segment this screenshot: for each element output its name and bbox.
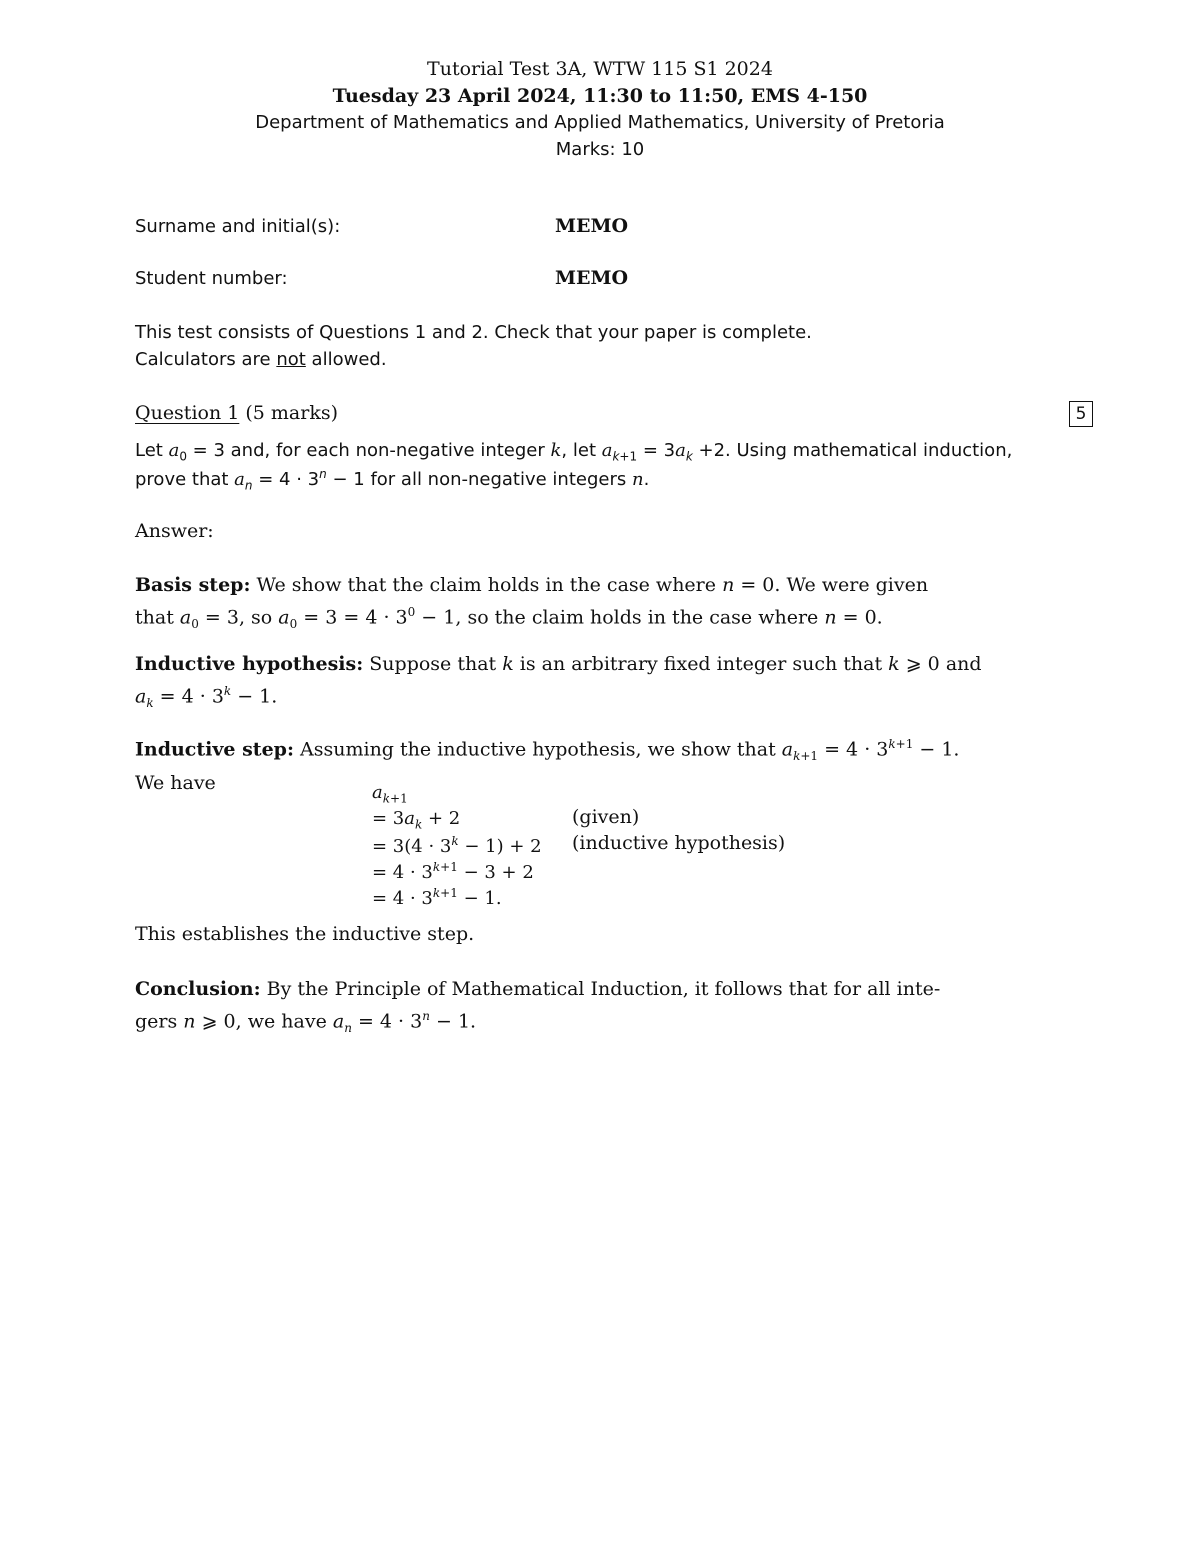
derivation-line-1: $a_{k+1}$ bbox=[372, 782, 408, 806]
question-1-title: Question 1 (5 marks) bbox=[135, 402, 339, 424]
question-marks-box: 5 bbox=[1069, 401, 1093, 427]
inductive-step: Inductive step: Assuming the inductive hypothesis, we show that $a_{k+1} = 4 \cdot 3^{k+1} - 1$. We have bbox=[135, 737, 960, 795]
surname-value: MEMO bbox=[555, 215, 629, 237]
basis-step: Basis step: We show that the claim holds in the case where n = 0. We were given that $a_0 = 3$, so $a_0 = 3 = 4 \cdot 3^0 - 1$, so the claim holds in the case where n = 0. bbox=[135, 574, 929, 632]
total-marks: Marks: 10 bbox=[555, 139, 645, 160]
department-line: Department of Mathematics and Applied Mathematics, University of Pretoria bbox=[255, 112, 945, 133]
derivation-justification-ih: (inductive hypothesis) bbox=[572, 832, 786, 854]
derivation-line-5: = $4 \cdot 3^{k+1} - 1$. bbox=[372, 886, 502, 909]
student-number-value: MEMO bbox=[555, 267, 629, 289]
inductive-hypothesis: Inductive hypothesis: Suppose that k is an arbitrary fixed integer such that k ⩾ 0 and $a_k = 4 \cdot 3^k - 1$. bbox=[135, 653, 982, 711]
derivation-line-4: = $4 \cdot 3^{k+1} - 3 + 2$ bbox=[372, 860, 534, 883]
question-statement-line-2: prove that $a_n = 4 \cdot 3^n - 1$ for all non-negative integers n. bbox=[135, 467, 650, 493]
surname-label: Surname and initial(s): bbox=[135, 216, 341, 237]
test-title: Tutorial Test 3A, WTW 115 S1 2024 bbox=[427, 58, 773, 80]
instructions-line-1: This test consists of Questions 1 and 2. Check that your paper is complete. bbox=[135, 322, 812, 343]
student-number-label: Student number: bbox=[135, 268, 288, 289]
derivation-justification-given: (given) bbox=[572, 806, 640, 828]
instructions-line-2: Calculators are not allowed. bbox=[135, 349, 387, 370]
derivation-line-2: = $3a_k + 2$ bbox=[372, 808, 461, 832]
derivation-line-3: = $3(4 \cdot 3^k - 1) + 2$ bbox=[372, 834, 542, 857]
conclusion: Conclusion: By the Principle of Mathematical Induction, it follows that for all inte- gers n ⩾ 0, we have $a_n = 4 \cdot 3^n - 1$. bbox=[135, 978, 941, 1036]
question-statement-line-1: Let $a_0 = 3$ and, for each non-negative integer k, let $a_{k+1} = 3a_k +2$. Using mathematical induction, bbox=[135, 440, 1013, 464]
test-date-venue: Tuesday 23 April 2024, 11:30 to 11:50, EMS 4-150 bbox=[332, 85, 868, 107]
answer-label: Answer: bbox=[135, 520, 214, 542]
establishes-step: This establishes the inductive step. bbox=[135, 923, 475, 945]
